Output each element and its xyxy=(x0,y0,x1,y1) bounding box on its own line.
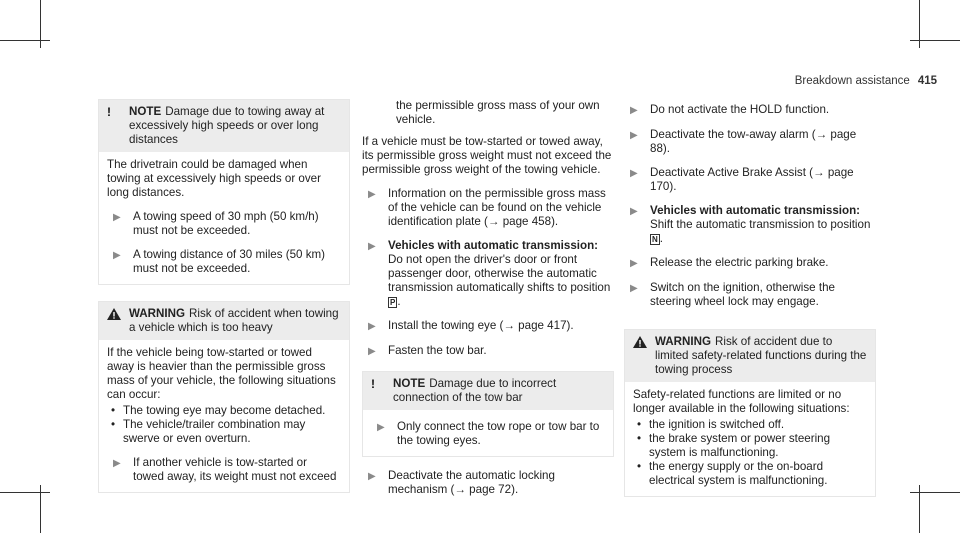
step: ▶ Fasten the tow bar. xyxy=(362,344,614,359)
step: ▶ Switch on the ignition, otherwise the steering wheel lock may engage. xyxy=(624,281,876,309)
gear-p-symbol: P xyxy=(390,298,396,307)
bullet-item: • the energy supply or the on-board electrical system is malfunctioning. xyxy=(649,460,867,488)
warning-title: Risk of accident when towing a vehicle which is too heavy xyxy=(129,307,339,334)
warning-box xyxy=(624,329,876,497)
step: ▶ Do not activate the HOLD function. xyxy=(624,103,876,118)
column-1 xyxy=(98,99,350,493)
arrow-icon: ▶ xyxy=(113,458,121,469)
step: ▶ Release the electric parking brake. xyxy=(624,256,876,271)
warning-body: Safety-related functions are limited or no longer available in the following situations: xyxy=(633,388,850,415)
step: ▶ Vehicles with automatic transmission: Shift the automatic transmission to position N . xyxy=(624,204,876,246)
arrow-icon: ▶ xyxy=(630,206,638,217)
running-header xyxy=(795,75,937,87)
step: ▶ Vehicles with automatic transmission: Do not open the driver's door or front passenger door, otherwise the automatic transmission automatically shifts to position P . xyxy=(362,239,614,309)
paragraph: If a vehicle must be tow-started or towed away, its permissible gross weight must not exceed the permissible gross weight of the towing vehicle. xyxy=(362,135,612,176)
arrow-icon: ▶ xyxy=(368,471,376,482)
arrow-icon: ▶ xyxy=(630,130,638,141)
note-header xyxy=(99,100,349,152)
arrow-icon: ▶ xyxy=(630,258,638,269)
continued-text: the permissible gross mass of your own vehicle. xyxy=(396,99,600,126)
step: ▶ Only connect the tow rope or tow bar to the towing eyes. xyxy=(371,420,605,448)
note-title: Damage due to towing away at excessively high speeds or over long distances xyxy=(129,105,325,146)
crop-mark xyxy=(0,40,50,41)
step: ▶ Deactivate the tow-away alarm (→ page 88). xyxy=(624,128,876,156)
column-3 xyxy=(624,99,876,497)
warning-box xyxy=(98,301,350,493)
arrow-icon: ▶ xyxy=(113,250,121,261)
arrow-icon: ▶ xyxy=(368,321,376,332)
bullet-item: • The vehicle/trailer combination may swerve or even overturn. xyxy=(123,418,341,446)
arrow-icon: ▶ xyxy=(368,189,376,200)
note-box xyxy=(98,99,350,285)
notice-icon: ! xyxy=(107,105,111,119)
step: ▶ Information on the permissible gross mass of the vehicle can be found on the vehicle identification plate (→ page 458). xyxy=(362,187,614,229)
crop-mark xyxy=(0,492,50,493)
arrow-icon: ▶ xyxy=(377,422,385,433)
step: ▶ Deactivate Active Brake Assist (→ page 170). xyxy=(624,166,876,194)
notice-icon: ! xyxy=(371,377,375,391)
step: ▶ Install the towing eye (→ page 417). xyxy=(362,319,614,334)
bullet-item: • the ignition is switched off. xyxy=(649,418,867,432)
note-header: ! NOTE Damage due to incorrect connection of the tow bar xyxy=(363,372,613,410)
step: ▶ Deactivate the automatic locking mechanism (→ page 72). xyxy=(362,469,614,497)
note-box xyxy=(362,371,614,457)
arrow-icon: ▶ xyxy=(630,283,638,294)
column-2 xyxy=(362,99,614,497)
step: ▶ A towing distance of 30 miles (50 km) must not be exceeded. xyxy=(107,248,341,276)
bullet-item: • the brake system or power steering system is malfunctioning. xyxy=(649,432,867,460)
arrow-icon: ▶ xyxy=(113,212,121,223)
warning-triangle-icon xyxy=(107,307,129,335)
warning-header xyxy=(99,302,349,340)
warning-label: WARNING xyxy=(129,307,186,320)
arrow-icon: ▶ xyxy=(630,168,638,179)
crop-mark xyxy=(910,492,960,493)
arrow-icon: ▶ xyxy=(630,105,638,116)
page-number: 415 xyxy=(917,75,937,87)
warning-body: If the vehicle being tow-started or towed away is heavier than the permissible gross mass of your vehicle, the following situations can occur: xyxy=(107,346,336,401)
note-label: NOTE xyxy=(129,105,162,118)
warning-triangle-icon xyxy=(633,335,655,377)
step: ▶ If another vehicle is tow-started or towed away, its weight must not exceed xyxy=(107,456,341,484)
section-title: Breakdown assistance xyxy=(794,75,910,87)
step: ▶ A towing speed of 30 mph (50 km/h) must not be exceeded. xyxy=(107,210,341,238)
note-body: The drivetrain could be damaged when towing at excessively high speeds or over long distances. xyxy=(107,158,321,199)
crop-mark xyxy=(910,40,960,41)
arrow-icon: ▶ xyxy=(368,241,376,252)
arrow-icon: ▶ xyxy=(368,346,376,357)
bullet-item: • The towing eye may become detached. xyxy=(123,404,341,418)
gear-n-symbol: N xyxy=(652,235,658,244)
warning-header: WARNING Risk of accident due to limited safety-related functions during the towing process xyxy=(625,330,875,382)
